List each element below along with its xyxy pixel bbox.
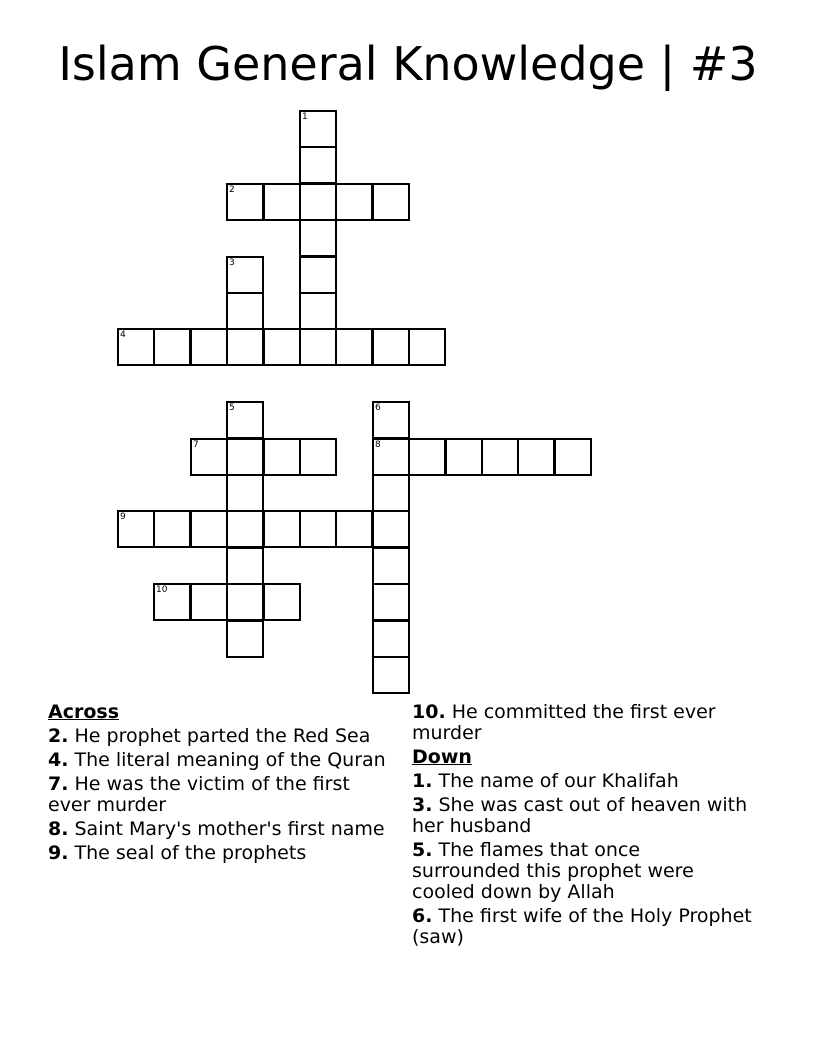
crossword-cell[interactable] (299, 510, 337, 548)
clues-column-right (412, 702, 752, 951)
clue-number: 2. (48, 725, 69, 747)
crossword-cell[interactable] (372, 401, 410, 439)
clue-across-7 (48, 774, 388, 816)
crossword-cell[interactable] (153, 510, 191, 548)
crossword-cell[interactable] (372, 620, 410, 658)
crossword-cell[interactable] (335, 328, 373, 366)
crossword-cell[interactable] (299, 146, 337, 184)
crossword-cell[interactable] (263, 438, 301, 476)
clue-text: He prophet parted the Red Sea (74, 725, 371, 747)
crossword-cell[interactable] (226, 510, 264, 548)
clue-text: The first wife of the Holy Prophet (saw) (412, 905, 752, 948)
crossword-cell[interactable] (226, 292, 264, 330)
crossword-cell[interactable] (263, 183, 301, 221)
crossword-cell[interactable] (517, 438, 555, 476)
crossword-cell[interactable] (263, 328, 301, 366)
clue-text: The flames that once surrounded this prophet were cooled down by Allah (412, 839, 694, 903)
cell-number: 1 (302, 112, 308, 122)
crossword-cell[interactable] (226, 256, 264, 294)
clue-down-3 (412, 795, 752, 837)
crossword-cell[interactable] (190, 438, 228, 476)
clue-across-9 (48, 843, 388, 864)
clues-column-left (48, 702, 388, 867)
crossword-cell[interactable] (299, 328, 337, 366)
crossword-cell[interactable] (299, 110, 337, 148)
clue-text: Saint Mary's mother's first name (74, 818, 385, 840)
clue-number: 8. (48, 818, 69, 840)
crossword-cell[interactable] (299, 292, 337, 330)
clue-number: 9. (48, 842, 69, 864)
clue-text: The literal meaning of the Quran (74, 749, 386, 771)
across-heading: Across (48, 701, 120, 723)
crossword-cell[interactable] (372, 656, 410, 694)
clue-across-4 (48, 750, 388, 771)
crossword-cell[interactable] (117, 328, 155, 366)
cell-number: 9 (120, 512, 126, 522)
cell-number: 5 (229, 403, 235, 413)
cell-number: 10 (156, 585, 168, 595)
crossword-cell[interactable] (445, 438, 483, 476)
clue-text: The name of our Khalifah (438, 770, 679, 792)
clue-number: 6. (412, 905, 433, 927)
down-heading: Down (412, 746, 472, 768)
clue-down-5 (412, 840, 752, 903)
crossword-cell[interactable] (299, 438, 337, 476)
clue-down-6 (412, 906, 752, 948)
crossword-cell[interactable] (372, 474, 410, 512)
clue-number: 1. (412, 770, 433, 792)
clue-text: He was the victim of the first ever murder (48, 773, 350, 816)
cell-number: 8 (375, 440, 381, 450)
crossword-cell[interactable] (372, 328, 410, 366)
crossword-cell[interactable] (372, 438, 410, 476)
clue-text: She was cast out of heaven with her husband (412, 794, 748, 837)
crossword-cell[interactable] (372, 183, 410, 221)
clue-down-1 (412, 771, 752, 792)
cell-number: 2 (229, 185, 235, 195)
crossword-cell[interactable] (372, 547, 410, 585)
crossword-cell[interactable] (153, 583, 191, 621)
crossword-cell[interactable] (335, 183, 373, 221)
clue-number: 5. (412, 839, 433, 861)
crossword-cell[interactable] (190, 328, 228, 366)
cell-number: 7 (193, 440, 199, 450)
crossword-cell[interactable] (481, 438, 519, 476)
crossword-cell[interactable] (408, 328, 446, 366)
crossword-cell[interactable] (299, 219, 337, 257)
crossword-cell[interactable] (299, 256, 337, 294)
crossword-cell[interactable] (153, 328, 191, 366)
crossword-cell[interactable] (226, 438, 264, 476)
crossword-cell[interactable] (226, 183, 264, 221)
crossword-cell[interactable] (226, 547, 264, 585)
clue-number: 4. (48, 749, 69, 771)
crossword-cell[interactable] (117, 510, 155, 548)
cell-number: 3 (229, 258, 235, 268)
crossword-cell[interactable] (226, 620, 264, 658)
clue-number: 10. (412, 701, 446, 723)
clue-number: 3. (412, 794, 433, 816)
puzzle-title: Islam General Knowledge | #3 (58, 37, 758, 91)
cell-number: 4 (120, 330, 126, 340)
crossword-cell[interactable] (190, 510, 228, 548)
cell-number: 6 (375, 403, 381, 413)
crossword-cell[interactable] (263, 583, 301, 621)
crossword-cell[interactable] (190, 583, 228, 621)
crossword-cell[interactable] (372, 510, 410, 548)
clue-across-2 (48, 726, 388, 747)
crossword-cell[interactable] (226, 328, 264, 366)
crossword-cell[interactable] (408, 438, 446, 476)
crossword-cell[interactable] (226, 583, 264, 621)
crossword-cell[interactable] (299, 183, 337, 221)
clue-number: 7. (48, 773, 69, 795)
crossword-cell[interactable] (226, 474, 264, 512)
crossword-cell[interactable] (554, 438, 592, 476)
clue-text: The seal of the prophets (74, 842, 307, 864)
crossword-cell[interactable] (226, 401, 264, 439)
clue-text: He committed the first ever murder (412, 701, 716, 744)
clue-across-10 (412, 702, 752, 744)
crossword-cell[interactable] (335, 510, 373, 548)
crossword-cell[interactable] (263, 510, 301, 548)
clue-across-8 (48, 819, 388, 840)
crossword-cell[interactable] (372, 583, 410, 621)
